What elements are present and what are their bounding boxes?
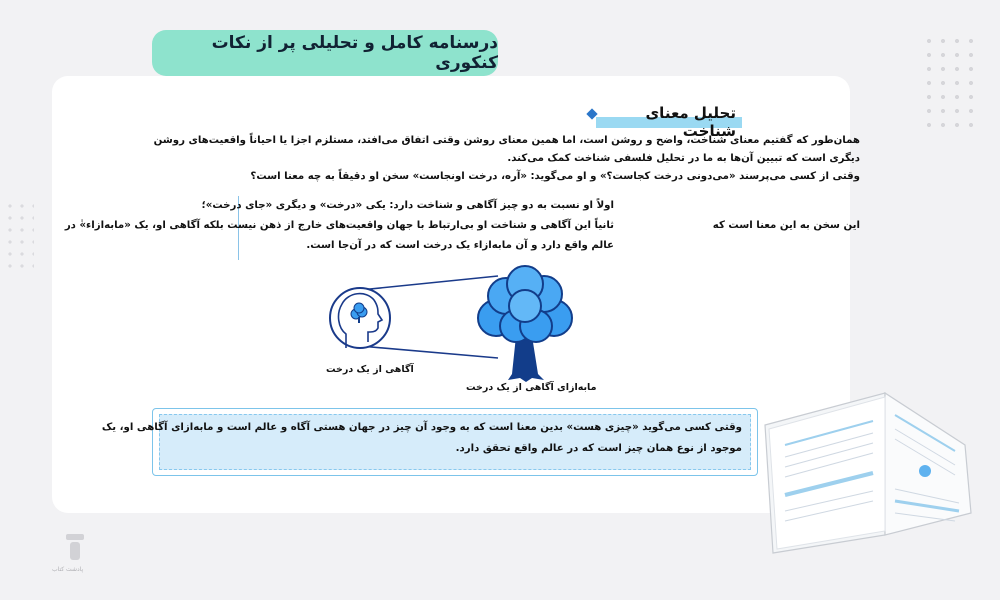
quote-line-1: اولاً او نسبت به دو چیز آگاهی و شناخت دارد: یکی «درخت» و دیگری «جای درخت»؛ bbox=[201, 200, 614, 211]
connector-line-top bbox=[360, 276, 498, 290]
decorative-dot-grid-left bbox=[4, 200, 34, 270]
brand-name: پادشت کتاب bbox=[52, 566, 84, 573]
caption-tree: مابه‌ازای آگاهی از یک درخت bbox=[466, 382, 597, 393]
note-inner bbox=[101, 414, 751, 470]
header-banner bbox=[152, 30, 498, 76]
paragraph-line-1: همان‌طور که گفتیم معنای شناخت، واضح و روشن است، اما همین معنای روشن وقتی اتفاق می‌افتد، مستلزم اجزا یا احیاناً واقعیت‌های روشن bbox=[153, 135, 860, 146]
decorative-dot-grid bbox=[922, 34, 980, 134]
paragraph-line-2: دیگری است که تبیین آن‌ها به ما در تحلیل فلسفی شناخت کمک می‌کند. bbox=[507, 153, 860, 164]
quote-block bbox=[64, 196, 620, 260]
section-title bbox=[596, 104, 742, 140]
quote-lead: این سخن به این معنا است که bbox=[712, 220, 860, 231]
banner-title: درسنامه کامل و تحلیلی پر از نکات کنکوری bbox=[211, 33, 498, 73]
note-line-2: موجود از نوع همان چیز است که در عالم واقع تحقق دارد. bbox=[455, 443, 742, 454]
note-line-1: وقتی کسی می‌گوید «چیزی هست» بدین معنا است که به وجود آن چیز در جهان هستی آگاه و عالم است و مابه‌ازای آگاهی او، یک bbox=[101, 422, 742, 433]
note-box bbox=[101, 408, 758, 476]
quote-line-2: ثانیاً این آگاهی و شناخت او بی‌ارتباط با جهان واقعیت‌های خارج از ذهن نیست بلکه آگاهی او، یک «مابه‌ازاء»ٰ در bbox=[64, 220, 614, 231]
brand-logo-icon bbox=[62, 530, 88, 566]
quote-line-3: عالم واقع دارد و آن مابه‌ازاء یک درخت است که در آن‌جا است. bbox=[306, 240, 614, 251]
big-tree-icon bbox=[478, 266, 572, 382]
open-book-image bbox=[755, 385, 980, 555]
knowledge-figure bbox=[320, 262, 590, 402]
connector-line-bottom bbox=[360, 346, 498, 358]
paragraph-line-3: وقتی از کسی می‌پرسند «می‌دونی درخت کجاست؟» و او می‌گوید: «آره، درخت اونجاست» سخن او دقیقاً به چه معنا است؟ bbox=[250, 171, 860, 182]
section-title-text: تحلیل معنای شناخت bbox=[645, 104, 736, 140]
caption-head: آگاهی از یک درخت bbox=[326, 364, 414, 375]
